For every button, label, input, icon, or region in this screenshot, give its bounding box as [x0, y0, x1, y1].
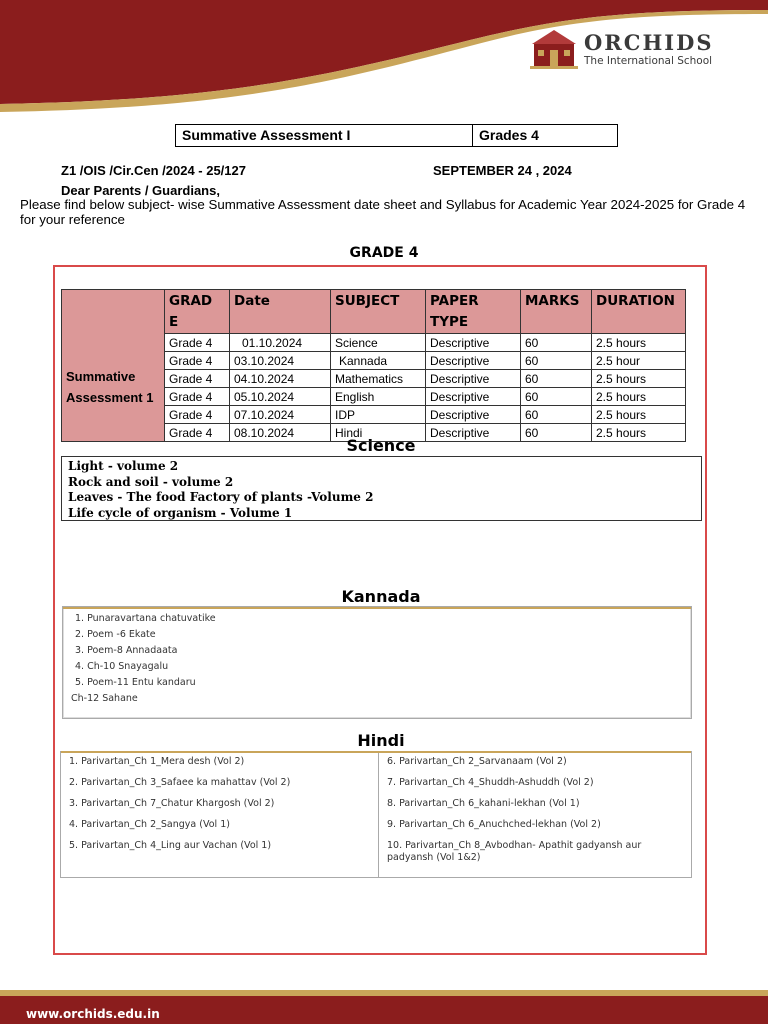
list-item: 5. Parivartan_Ch 4_Ling aur Vachan (Vol 1) — [69, 840, 272, 851]
list-item: 5. Poem-11 Entu kandaru — [75, 677, 196, 688]
row-subject: English — [331, 388, 426, 406]
grade-title: Grades 4 — [479, 127, 539, 143]
list-item: Light - volume 2 — [68, 459, 179, 473]
row-grade: Grade 4 — [165, 352, 230, 370]
hindi-title: Hindi — [357, 731, 405, 750]
list-item: 9. Parivartan_Ch 6_Anuchched-lekhan (Vol 2) — [387, 819, 601, 830]
intro-text: Please find below subject- wise Summative Assessment date sheet and Syllabus for Academic Year 2024-2025 for Grade 4 for your reference — [20, 197, 746, 227]
gold-divider — [61, 751, 691, 753]
row-duration: 2.5 hours — [592, 424, 686, 442]
list-item: 1. Punaravartana chatuvatike — [75, 613, 216, 624]
row-duration: 2.5 hours — [592, 406, 686, 424]
row-grade: Grade 4 — [165, 406, 230, 424]
row-duration: 2.5 hours — [592, 334, 686, 352]
header-paper-type: PAPER TYPE — [426, 290, 521, 334]
assessment-title-box — [175, 124, 618, 147]
row-subject: IDP — [331, 406, 426, 424]
kannada-syllabus — [62, 606, 692, 719]
list-item: 6. Parivartan_Ch 2_Sarvanaam (Vol 2) — [387, 756, 567, 767]
circular-reference: Z1 /OIS /Cir.Cen /2024 - 25/127 — [61, 163, 246, 178]
hindi-syllabus — [60, 751, 692, 878]
logo-name: ORCHIDS — [584, 30, 714, 55]
header-subject: SUBJECT — [331, 290, 426, 334]
list-item: 10. Parivartan_Ch 8_Avbodhan- Apathit gadyansh aur padyansh (Vol 1&2) — [387, 840, 642, 863]
row-paper-type: Descriptive — [426, 424, 521, 442]
kannada-title: Kannada — [341, 587, 421, 606]
row-marks: 60 — [521, 406, 592, 424]
row-subject: Science — [331, 334, 426, 352]
list-item: 3. Poem-8 Annadaata — [75, 645, 178, 656]
circular-date: SEPTEMBER 24 , 2024 — [433, 163, 572, 178]
list-item: 7. Parivartan_Ch 4_Shuddh-Ashuddh (Vol 2) — [387, 777, 594, 788]
row-subject: Kannada — [331, 352, 426, 370]
header-marks: MARKS — [521, 290, 592, 334]
row-subject: Mathematics — [331, 370, 426, 388]
logo-tagline: The International School — [584, 55, 713, 67]
header-duration: DURATION — [592, 290, 686, 334]
hindi-column-left — [61, 752, 379, 877]
crest-icon — [528, 26, 580, 70]
row-date: 07.10.2024 — [230, 406, 331, 424]
row-date: 04.10.2024 — [230, 370, 331, 388]
hindi-column-right — [379, 752, 691, 877]
list-item: 3. Parivartan_Ch 7_Chatur Khargosh (Vol 2) — [69, 798, 275, 809]
row-duration: 2.5 hours — [592, 370, 686, 388]
header-date: Date — [230, 290, 331, 334]
row-marks: 60 — [521, 370, 592, 388]
row-grade: Grade 4 — [165, 334, 230, 352]
list-item: Rock and soil - volume 2 — [68, 474, 234, 489]
table-corner — [62, 290, 165, 334]
list-item: 2. Parivartan_Ch 3_Safaee ka mahattav (Vol 2) — [69, 777, 291, 788]
footer-website-link[interactable]: www.orchids.edu.in — [26, 1007, 160, 1021]
row-date: 08.10.2024 — [230, 424, 331, 442]
science-title: Science — [346, 436, 416, 455]
assessment-title: Summative Assessment I — [176, 125, 473, 146]
row-grade: Grade 4 — [165, 370, 230, 388]
row-marks: 60 — [521, 424, 592, 442]
header-grade: GRAD E — [165, 290, 230, 334]
list-item: Ch-12 Sahane — [71, 693, 138, 704]
gold-divider — [63, 607, 691, 609]
school-logo — [528, 26, 748, 74]
row-paper-type: Descriptive — [426, 388, 521, 406]
row-grade: Grade 4 — [165, 388, 230, 406]
row-subject: Hindi — [331, 424, 426, 442]
list-item: 8. Parivartan_Ch 6_kahani-lekhan (Vol 1) — [387, 798, 580, 809]
grade-heading: GRADE 4 — [349, 245, 419, 261]
greeting: Dear Parents / Guardians, — [61, 183, 220, 198]
list-item: 4. Ch-10 Snayagalu — [75, 661, 169, 672]
row-paper-type: Descriptive — [426, 352, 521, 370]
row-date: 03.10.2024 — [230, 352, 331, 370]
row-paper-type: Descriptive — [426, 406, 521, 424]
assessment-label: Summative Assessment 1 — [62, 334, 165, 442]
row-paper-type: Descriptive — [426, 334, 521, 352]
row-grade: Grade 4 — [165, 424, 230, 442]
row-duration: 2.5 hours — [592, 388, 686, 406]
list-item: 4. Parivartan_Ch 2_Sangya (Vol 1) — [69, 819, 230, 830]
date-sheet-table — [61, 289, 686, 442]
list-item: Life cycle of organism - Volume 1 — [68, 505, 293, 520]
row-marks: 60 — [521, 352, 592, 370]
row-marks: 60 — [521, 388, 592, 406]
row-duration: 2.5 hour — [592, 352, 686, 370]
row-paper-type: Descriptive — [426, 370, 521, 388]
table-header-row — [62, 290, 686, 334]
table-row — [62, 334, 686, 352]
list-item: 1. Parivartan_Ch 1_Mera desh (Vol 2) — [69, 756, 245, 767]
row-date: 05.10.2024 — [230, 388, 331, 406]
science-syllabus — [61, 456, 702, 521]
row-marks: 60 — [521, 334, 592, 352]
list-item: 2. Poem -6 Ekate — [75, 629, 156, 640]
row-date: 01.10.2024 — [230, 334, 331, 352]
list-item: Leaves - The food Factory of plants -Volume 2 — [68, 490, 374, 504]
